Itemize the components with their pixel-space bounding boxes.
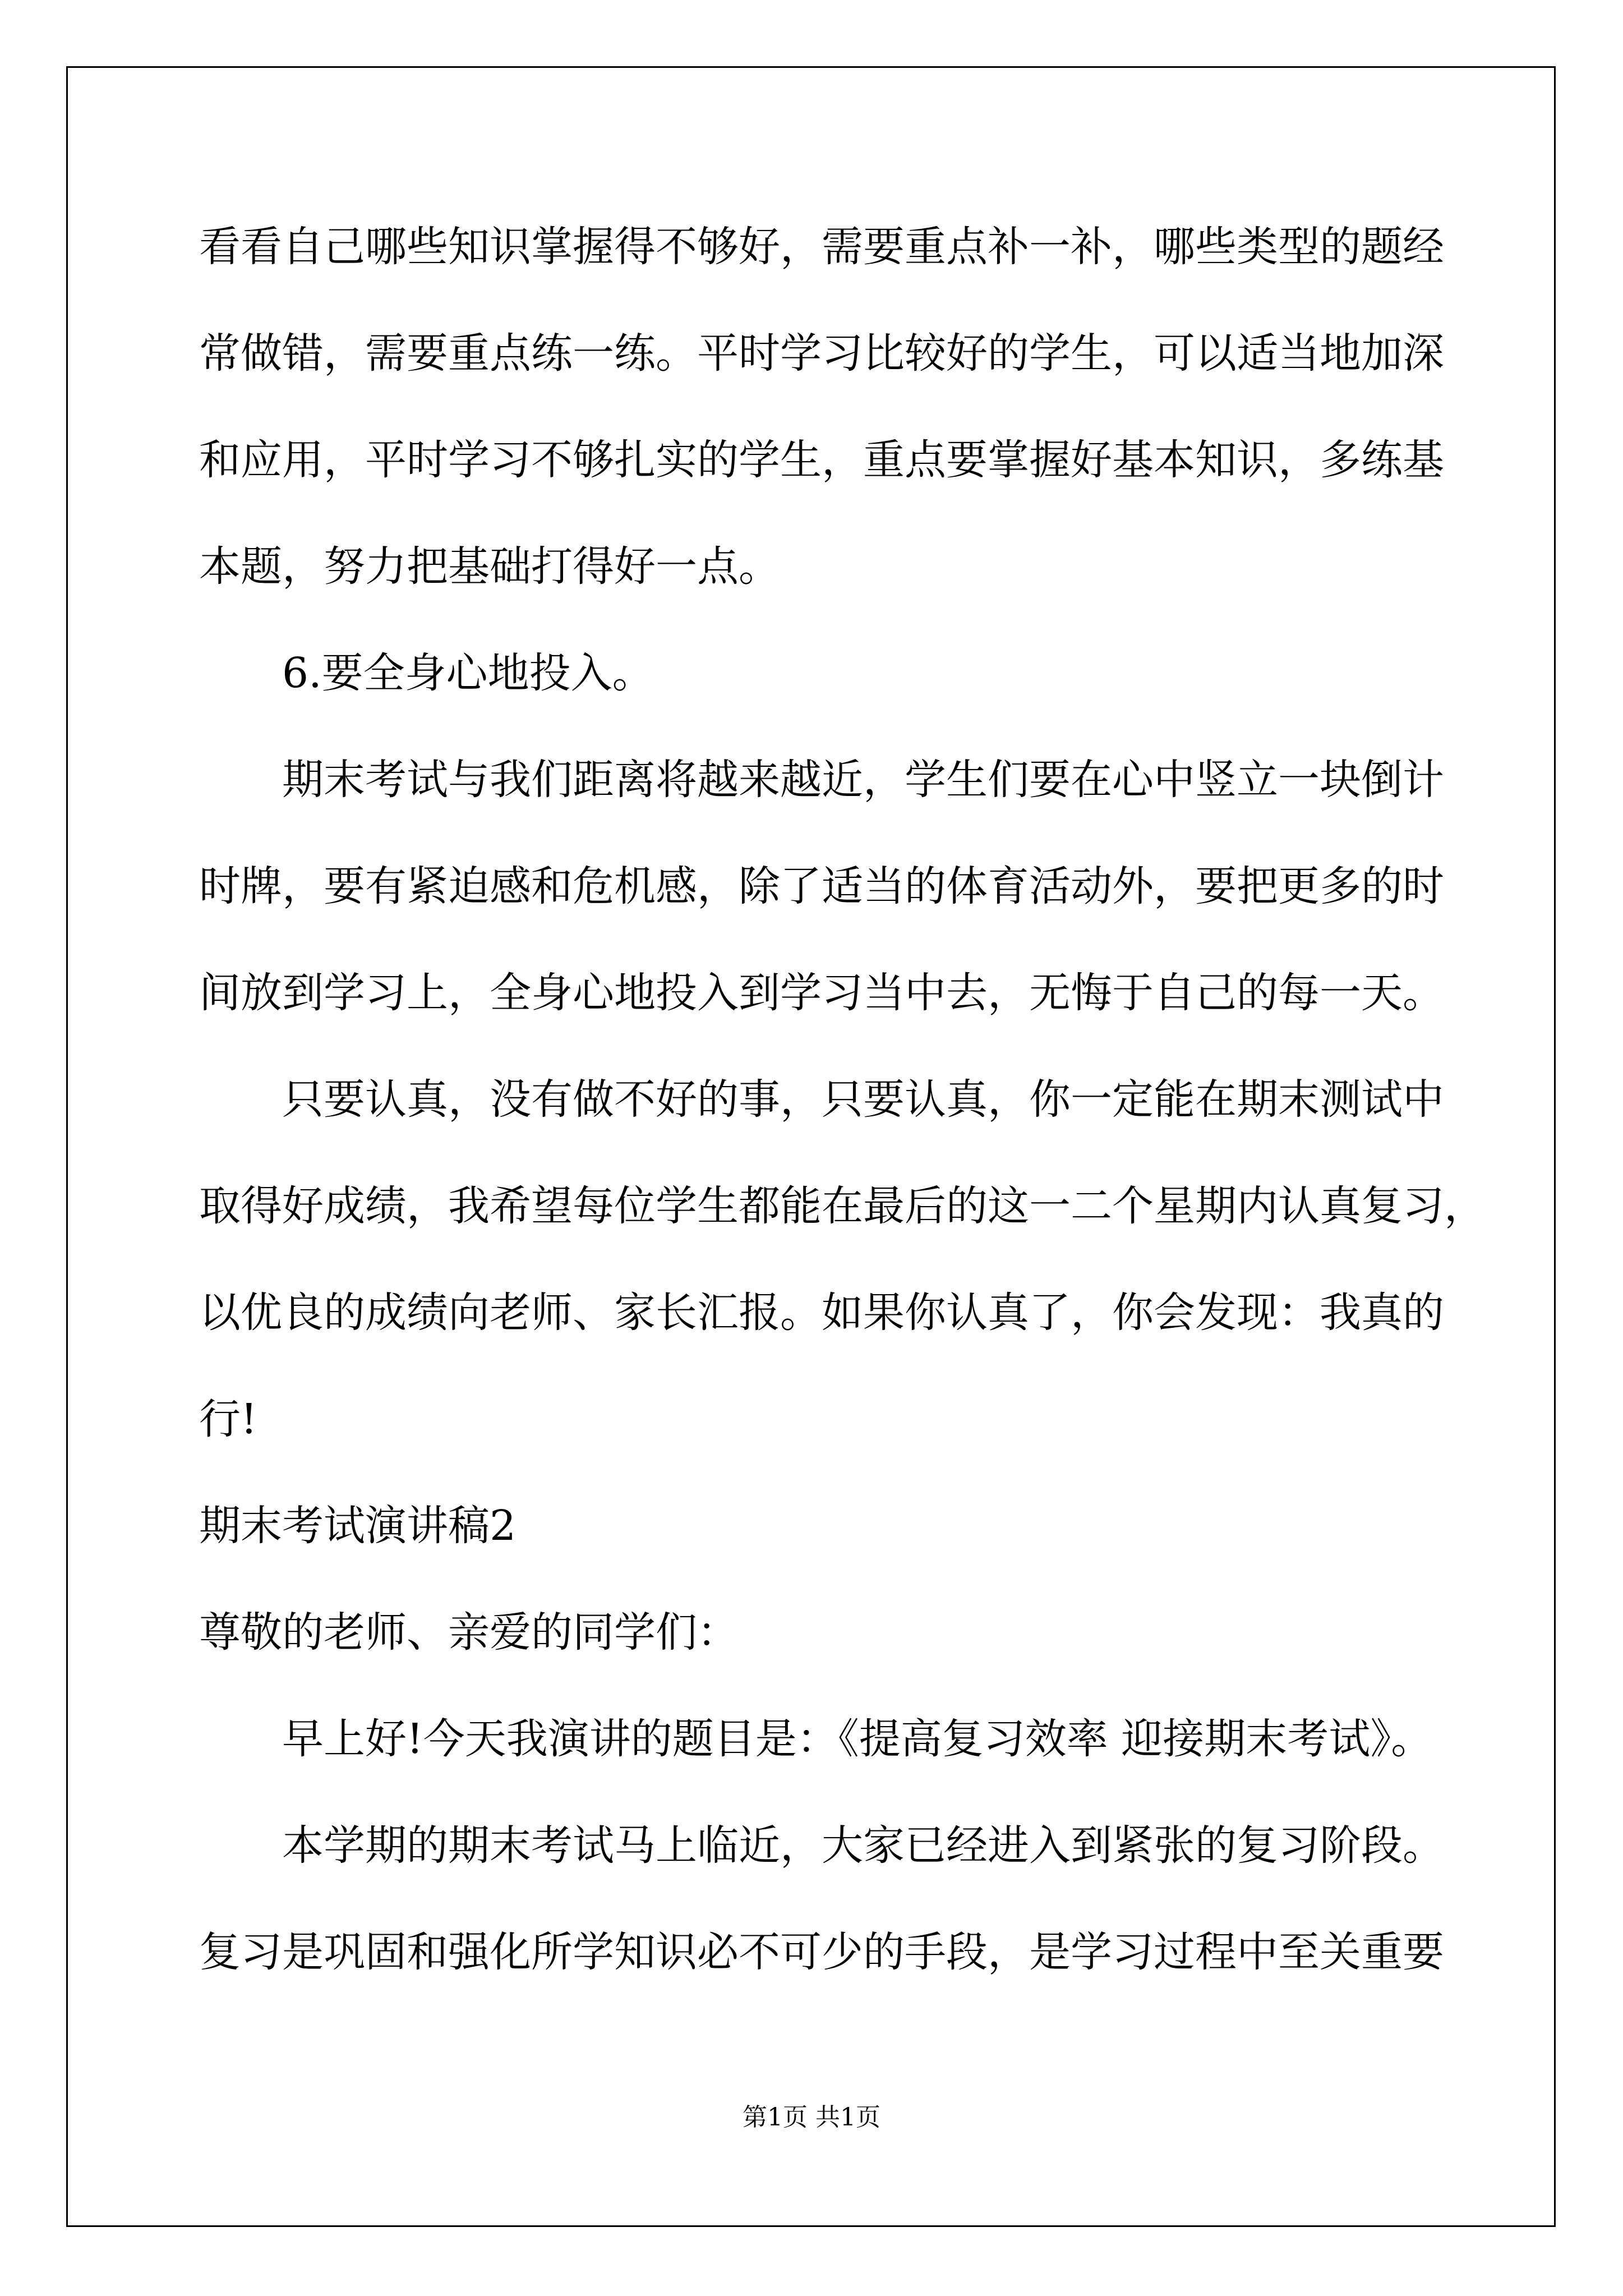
text-line: 常做错，需要重点练一练。平时学习比较好的学生，可以适当地加深: [199, 329, 1444, 378]
text-line: 取得好成绩，我希望每位学生都能在最后的这一二个星期内认真复习，: [199, 1182, 1486, 1230]
text-line: 时牌，要有紧迫感和危机感，除了适当的体育活动外，要把更多的时: [199, 862, 1444, 910]
text-line: 以优良的成绩向老师、家长汇报。如果你认真了，你会发现：我真的: [199, 1289, 1444, 1337]
text-line: 复习是巩固和强化所学知识必不可少的手段，是学习过程中至关重要: [199, 1928, 1444, 1976]
text-line: 只要认真，没有做不好的事，只要认真，你一定能在期末测试中: [282, 1075, 1444, 1124]
text-line: 本题，努力把基础打得好一点。: [199, 542, 780, 591]
text-line: 本学期的期末考试马上临近，大家已经进入到紧张的复习阶段。: [282, 1821, 1444, 1870]
page-border: [66, 66, 1556, 2227]
page-footer: 第1页 共1页: [743, 2103, 880, 2132]
text-line: 看看自己哪些知识掌握得不够好，需要重点补一补，哪些类型的题经: [199, 223, 1444, 271]
text-line: 间放到学习上，全身心地投入到学习当中去，无悔于自己的每一天。: [199, 969, 1444, 1017]
salutation: 尊敬的老师、亲爱的同学们：: [199, 1608, 739, 1657]
text-line: 早上好!今天我演讲的题目是：《提高复习效率 迎接期末考试》。: [282, 1715, 1433, 1763]
article-title: 期末考试演讲稿2: [199, 1502, 517, 1550]
text-line: 期末考试与我们距离将越来越近，学生们要在心中竖立一块倒计: [282, 756, 1444, 804]
text-line: 和应用，平时学习不够扎实的学生，重点要掌握好基本知识，多练基: [199, 436, 1444, 484]
text-line: 行!: [199, 1395, 257, 1443]
section-heading: 6.要全身心地投入。: [282, 649, 654, 697]
